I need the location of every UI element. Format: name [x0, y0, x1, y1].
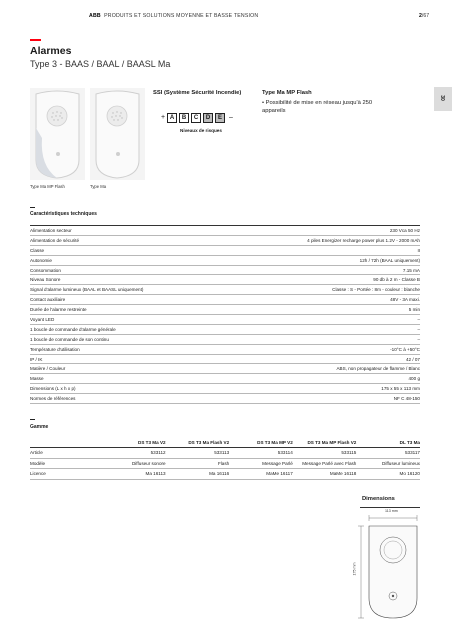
spec-label: Niveau Sonore	[30, 277, 61, 283]
gamme-cell: Message Parlé	[262, 460, 293, 466]
spec-row	[30, 374, 420, 384]
gamme-cell: Message Parlé avec Flash	[302, 460, 357, 466]
spec-value: Classe : S - Portée : 8m - couleur : blanche	[332, 287, 420, 293]
spec-row	[30, 275, 420, 285]
spec-value: –	[417, 326, 420, 332]
title-accent-bar	[30, 39, 41, 41]
spec-value: NF C 48-150	[393, 396, 420, 402]
product-photo-ma	[90, 88, 145, 180]
spec-value: 42 / 07	[405, 356, 420, 362]
spec-value: 230 Vca 50 Hz	[389, 227, 420, 233]
page-total: /67	[421, 13, 430, 19]
dimensions-drawing	[352, 509, 425, 622]
gamme-cell: Diffuseur lumineux	[382, 460, 420, 466]
gamme-cell: Flash	[217, 460, 230, 466]
header-title	[89, 13, 258, 19]
dimensions-divider	[360, 507, 420, 508]
spec-value: ABS, non propagateur de flamme / Blanc	[336, 366, 420, 372]
spec-label: 1 boucle de commande d'alarme générale	[30, 326, 116, 332]
gamme-column-header: DS T3 Ma Flash V2	[188, 439, 230, 445]
gamme-row	[30, 459, 420, 470]
spec-label: Température d'utilisation	[30, 346, 80, 352]
side-tab-label: 30	[438, 95, 445, 101]
spec-label: Voyant LED	[30, 316, 55, 322]
gamme-row-label: Modèle	[30, 460, 46, 466]
gamme-cell: MaMe 16118	[329, 471, 357, 477]
spec-row	[30, 325, 420, 335]
gamme-row	[30, 448, 420, 459]
spec-label: Consommation	[30, 267, 61, 273]
dimensions-title: Dimensions	[362, 496, 395, 502]
spec-row	[30, 315, 420, 325]
spec-label: Durée de l'alarme restreinte	[30, 307, 87, 313]
gamme-cell: 533117	[404, 450, 420, 456]
spec-row	[30, 335, 420, 345]
flash-bullet: • Possibilité de mise en réseau jusqu'à 250 appareils	[262, 100, 373, 114]
gamme-title: Gamme	[30, 424, 49, 430]
ssi-level-e: E	[215, 113, 225, 123]
flash-title: Type Ma MP Flash	[262, 90, 312, 96]
page-current: 2	[419, 13, 422, 19]
spec-label: Contact auxiliaire	[30, 297, 66, 303]
spec-value: 175 x 55 x 113 mm	[381, 386, 420, 392]
dimension-width-label: 113 mm	[385, 509, 398, 513]
spec-label: 1 boucle de commande de son continu	[30, 336, 109, 342]
ssi-level-b: B	[179, 113, 189, 123]
gamme-cell: MaMe 16117	[266, 471, 293, 477]
spec-value: 4 piles Energizer recharge power plus 1.2V - 2000 mAh	[307, 237, 420, 243]
ssi-prefix: +	[160, 114, 166, 121]
gamme-cell: Diffuseur sonore	[131, 460, 166, 466]
specs-title: Caractéristiques techniques	[30, 211, 97, 217]
gamme-table	[30, 437, 420, 480]
spec-value: –	[417, 316, 420, 322]
product-photo-flash	[30, 88, 85, 180]
ssi-level-c: C	[191, 113, 201, 123]
spec-row	[30, 285, 420, 295]
spec-row	[30, 295, 420, 305]
gamme-row	[30, 469, 420, 480]
spec-label: Matière / Couleur	[30, 366, 66, 372]
dimension-height-label: 175 mm	[352, 562, 357, 576]
spec-value: –	[417, 336, 420, 342]
ssi-suffix: –	[229, 114, 233, 121]
page-number	[419, 13, 429, 19]
ssi-levels	[159, 112, 235, 123]
spec-label: Alimentation de sécurité	[30, 237, 80, 243]
specs-section-dash	[30, 207, 35, 208]
gamme-column-header: DS T3 Ma MP V2	[257, 439, 293, 445]
gamme-section-dash	[30, 419, 35, 420]
spec-row	[30, 355, 420, 365]
spec-label: Masse	[30, 376, 44, 382]
gamme-row-label: Licence	[30, 471, 46, 477]
spec-row	[30, 256, 420, 266]
spec-label: Classe	[30, 247, 45, 253]
header-section: PRODUITS ET SOLUTIONS MOYENNE ET BASSE TENSION	[104, 13, 259, 19]
ssi-title: SSI (Système Sécurité Incendie)	[153, 90, 242, 96]
ssi-level-d: D	[203, 113, 213, 123]
spec-value: 7.15 mA	[402, 267, 420, 273]
spec-value: -10°C à +50°C	[390, 346, 420, 352]
gamme-cell: 533115	[341, 450, 357, 456]
gamme-cell: 533112	[150, 450, 166, 456]
spec-value: 90 db à 2 m - Classe B	[373, 277, 420, 283]
side-tab	[434, 87, 452, 111]
spec-row	[30, 384, 420, 394]
spec-label: Autonomie	[30, 257, 52, 263]
spec-row	[30, 364, 420, 374]
gamme-header-row	[30, 437, 420, 448]
spec-row	[30, 345, 420, 355]
spec-label: IP / IK	[30, 356, 43, 362]
page-title: Alarmes	[30, 45, 72, 57]
photo-caption-ma: Type Ma	[90, 184, 107, 189]
page-subtitle: Type 3 - BAAS / BAAL / BAASL Ma	[30, 59, 171, 69]
spec-row	[30, 225, 420, 236]
gamme-cell: Mo 16120	[399, 471, 420, 477]
photo-caption-flash: Type Ma MP Flash	[30, 184, 65, 189]
gamme-cell: Ma 16116	[209, 471, 230, 477]
specs-table	[30, 225, 420, 404]
gamme-row-label: Article	[30, 450, 43, 456]
spec-value: 48V - 3A maxi.	[390, 297, 420, 303]
gamme-column-header: DS T3 Ma V2	[138, 439, 166, 445]
gamme-cell: Ma 16113	[145, 471, 166, 477]
spec-value: II	[417, 247, 420, 253]
spec-label: Alimentation secteur	[30, 227, 72, 233]
spec-value: 5 min	[408, 307, 420, 313]
ssi-level-a: A	[167, 113, 177, 123]
spec-label: Dimensions (L x h x p)	[30, 386, 76, 392]
gamme-cell: 533114	[277, 450, 293, 456]
spec-label: Signal d'alarme lumineux (BAAL et BAASL uniquement)	[30, 287, 144, 293]
spec-row	[30, 266, 420, 276]
header-brand: ABB	[89, 13, 101, 19]
spec-label: Normes de références	[30, 396, 76, 402]
spec-value: 400 g	[408, 376, 420, 382]
spec-value: 12h / 72h (BAAL uniquement)	[359, 257, 420, 263]
ssi-caption: Niveaux de risques	[180, 128, 222, 133]
spec-row	[30, 246, 420, 256]
spec-row	[30, 394, 420, 404]
gamme-column-header: DL T3 Ma	[399, 439, 420, 445]
gamme-column-header: DS T3 Ma MP Flash V2	[307, 439, 357, 445]
spec-row	[30, 236, 420, 246]
spec-row	[30, 305, 420, 315]
gamme-cell: 533113	[214, 450, 230, 456]
